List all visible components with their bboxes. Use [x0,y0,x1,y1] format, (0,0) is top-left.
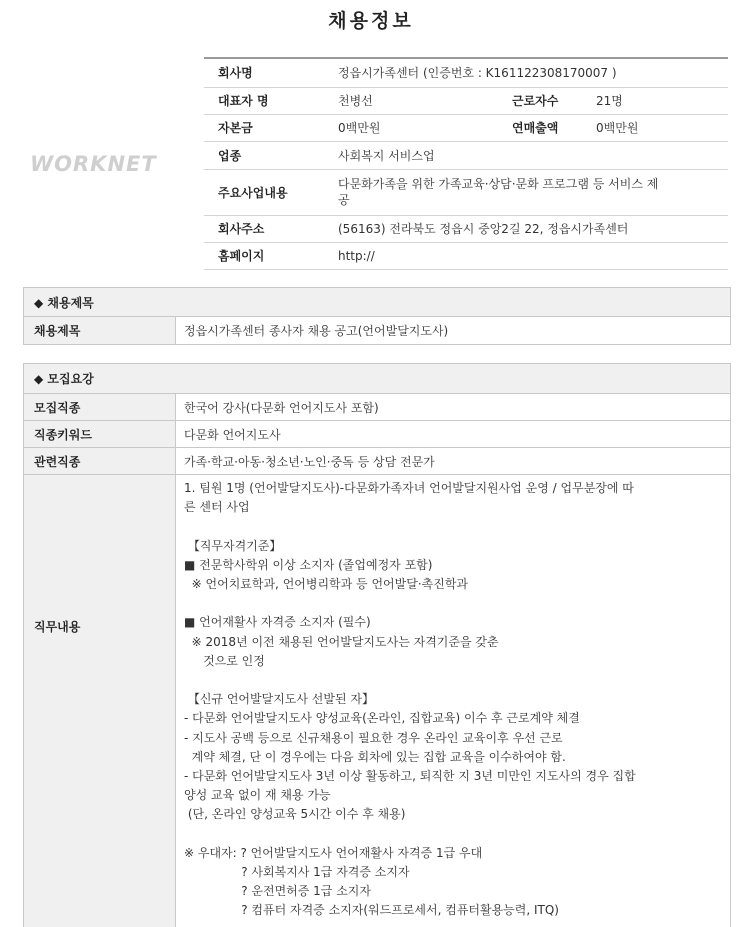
company-name-value: 정읍시가족센터 (인증번호 : K161122308170007 ) [338,66,617,81]
related-job-label: 관련직종 [24,448,176,475]
job-keyword-value: 다문화 언어지도사 [176,421,731,448]
sales-label: 연매출액 [512,121,559,135]
recruit-section [23,363,731,927]
business-label: 주요사업내용 [218,185,288,200]
company-row-name [204,58,728,87]
business-value: 다문화가족을 위한 가족교육·상담·문화 프로그램 등 서비스 제 공 [338,177,659,207]
ceo-label: 대표자 명 [218,94,269,108]
job-type-label: 모집직종 [24,394,176,421]
job-type-value: 한국어 강사(다문화 언어지도사 포함) [176,394,731,421]
title-section-heading: ◆ 채용제목 [24,288,731,317]
homepage-link[interactable]: http:// [338,248,375,263]
capital-label: 자본금 [218,121,253,135]
company-name-label: 회사명 [218,66,253,81]
recruit-section-heading: ◆ 모집요강 [24,364,731,394]
title-section [23,287,731,345]
duty-content: 1. 팀원 1명 (언어발달지도사)-다문화가족자녀 언어발달지원사업 운영 / 업무분장에 따 른 센터 사업 【직무자격기준】 ■ 전문학사학위 이상 소지자 (졸업예정자 포함) ※ 언어치료학과, 언어병리학과 등 언어발달·촉진학과 ■ 언어재활사 자격증 소지자 (필수) ※ 2018년 이전 채용된 언어발달지도사는 자격기준을 갖춘 것으로 인정 【신규 언어발달지도사 선발된 자】 - 다문화 언어발달지도사 양성교육(온라인, 집합교육) 이수 후 근로계약 체결 - 지도사 공백 등으로 신규채용이 필요한 경우 온라인 교육이후 우선 근로 계약 체결, 단 이 경우에는 다음 회차에 있는 집합 교육을 이수하여야 함. - 다문화 언어발달지도사 3년 이상 활동하고, 퇴직한 지 3년 미만인 지도사의 경우 집합 양성 교육 없이 재 채용 가능 (단, 온라인 양성교육 5시간 이수 후 채용) ※ 우대자: ? 언어발달지도사 언어재활사 자격증 1급 우대 ? 사회복지사 1급 자격증 소지자 ? 운전면허증 1급 소지자 ? 컴퓨터 자격증 소지자(워드프로세서, 컴퓨터활용능력, ITQ) [176,475,731,927]
ceo-value: 천병선 [338,94,373,108]
homepage-label: 홈페이지 [218,249,265,263]
company-row-business [204,169,728,215]
job-keyword-label: 직종키워드 [24,421,176,448]
company-row-address [204,215,728,242]
recruit-title-label: 채용제목 [24,317,176,345]
address-value: (56163) 전라북도 정읍시 중앙2길 22, 정읍시가족센터 [338,222,629,236]
company-row-homepage [204,242,728,269]
sales-value: 0백만원 [596,121,639,135]
capital-value: 0백만원 [338,121,381,135]
industry-value: 사회복지 서비스업 [338,148,435,163]
company-row-ceo [204,87,728,114]
industry-label: 업종 [218,148,242,163]
worknet-logo: WORKNET [30,152,157,176]
address-label: 회사주소 [218,222,265,236]
recruit-title-value: 정읍시가족센터 종사자 채용 공고(언어발달지도사) [176,317,731,345]
company-row-capital [204,114,728,141]
workers-value: 21명 [596,94,623,108]
duty-label: 직무내용 [24,475,176,927]
company-row-industry [204,141,728,169]
related-job-value: 가족·학교·아동·청소년·노인·중독 등 상담 전문가 [176,448,731,475]
page-title: 채용정보 [328,10,414,32]
workers-label: 근로자수 [512,94,559,108]
company-info-table [204,57,728,270]
